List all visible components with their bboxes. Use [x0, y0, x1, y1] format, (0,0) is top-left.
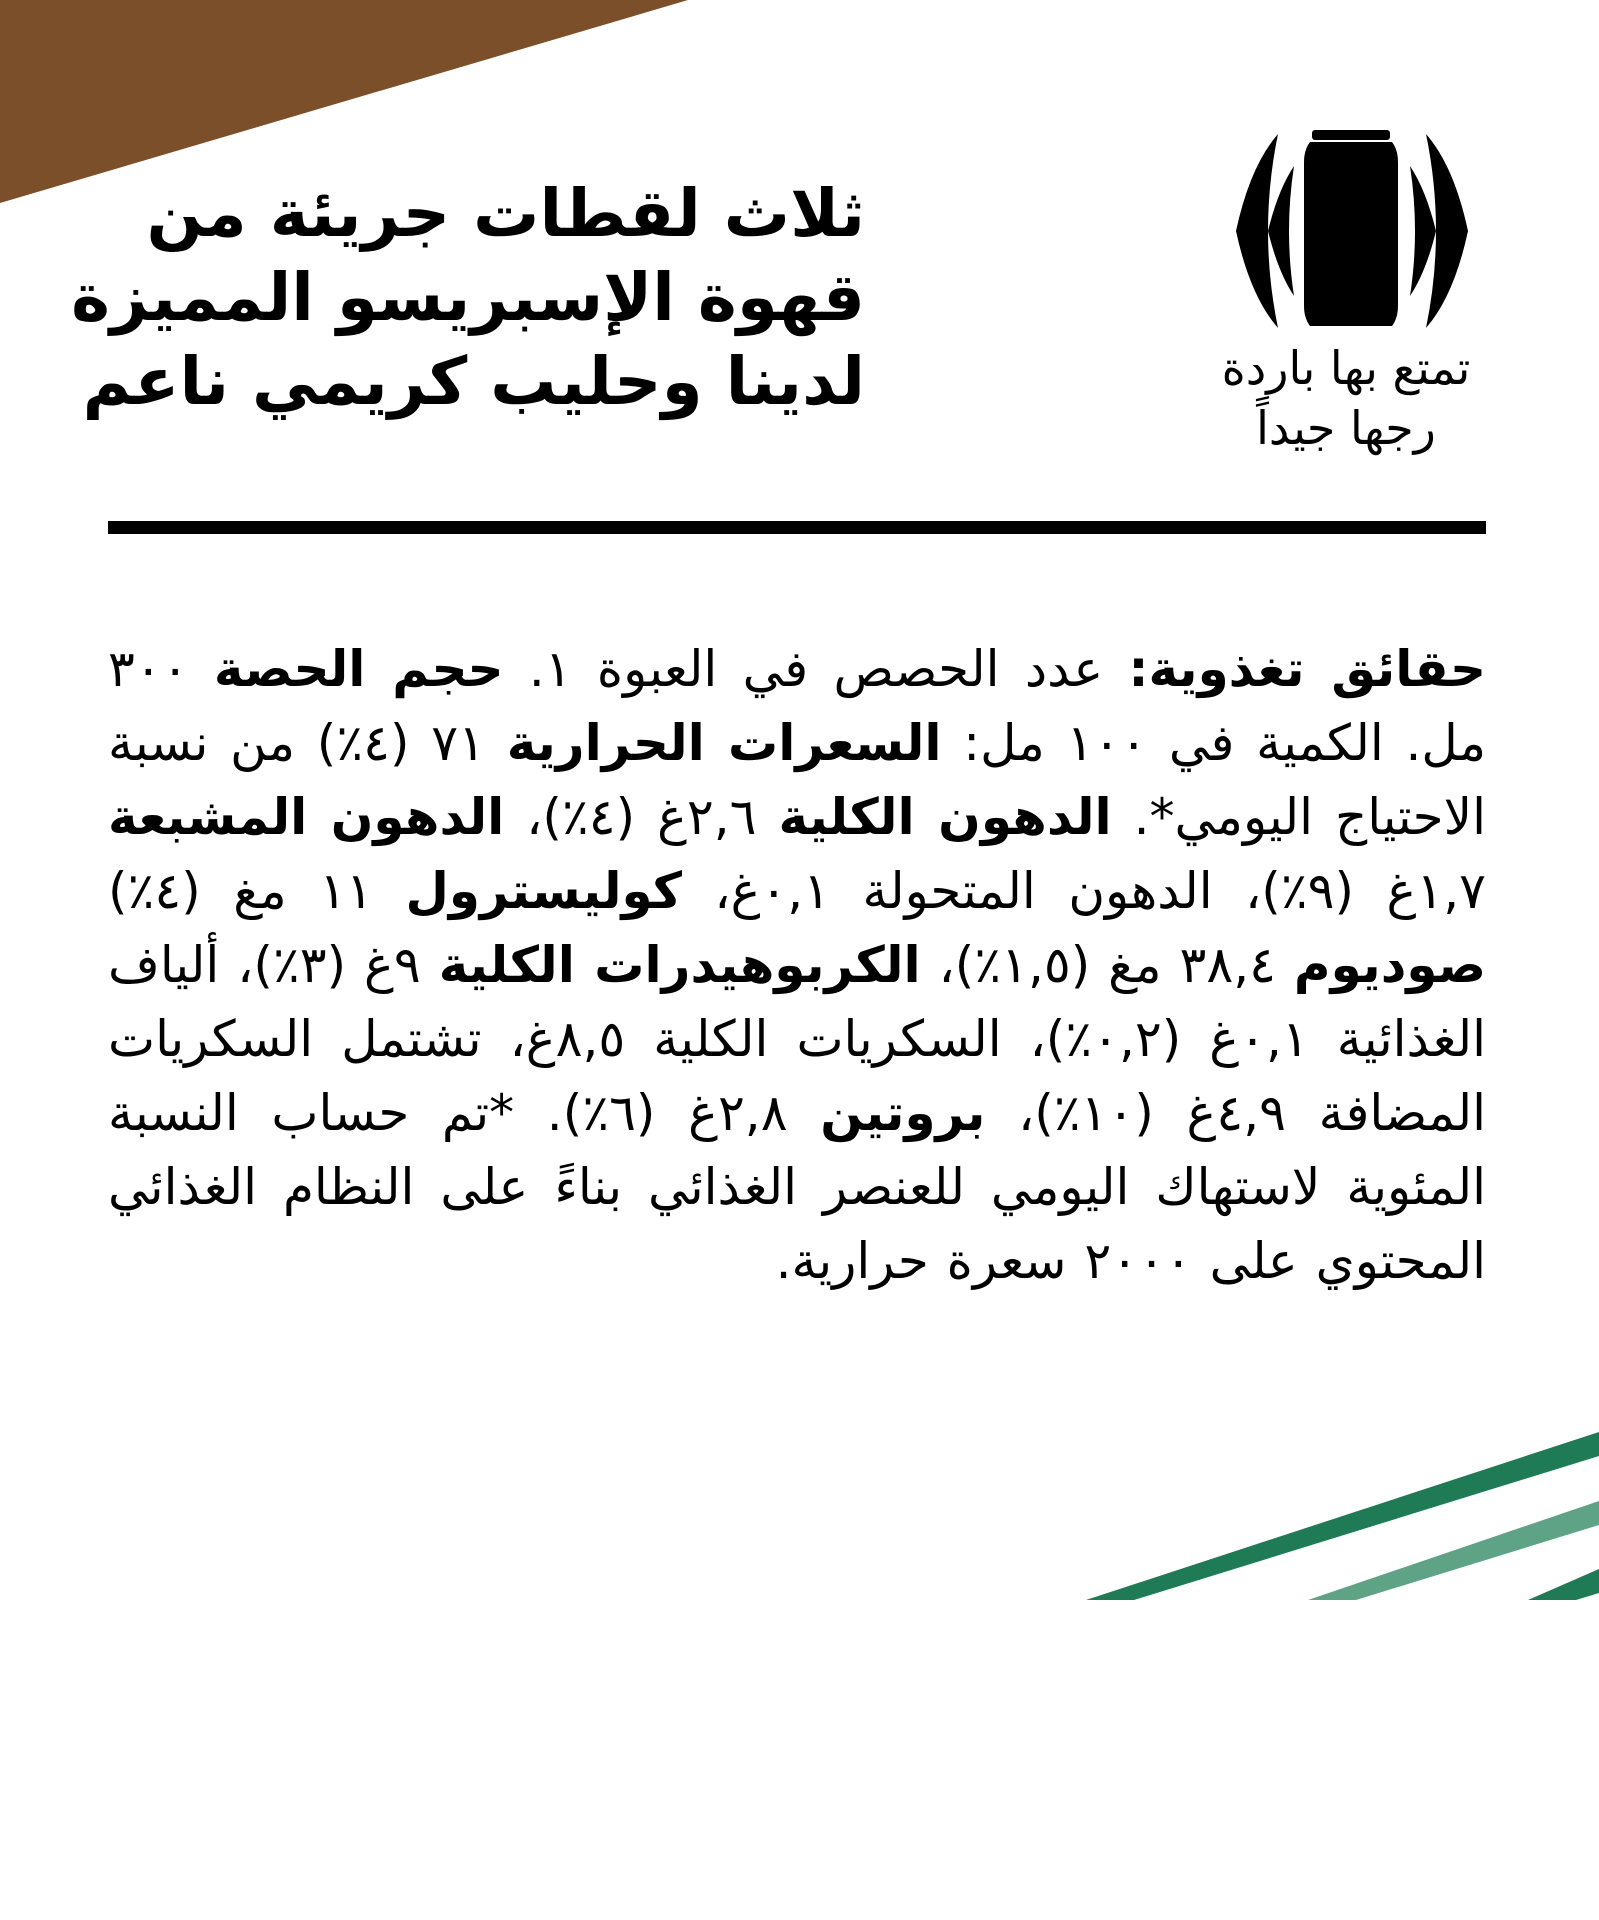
headline-line-2: قهوة الإسبريسو المميزة — [71, 259, 865, 336]
green-stripe-top — [1086, 1432, 1599, 1600]
cholesterol-label: كوليسترول — [405, 862, 682, 920]
saturated-fat-text: ١,٧غ (٩٪)، الدهون المتحولة ٠,١غ، — [681, 862, 1486, 920]
shake-well-line: رجها جيداً — [1256, 401, 1436, 455]
nutrition-facts-label: حقائق تغذوية: — [1128, 640, 1486, 698]
carbohydrates-label: الكربوهيدرات الكلية — [438, 936, 921, 994]
shaking-can-icon — [1228, 128, 1476, 334]
serving-size-label: حجم الحصة — [213, 640, 504, 698]
sodium-label: صوديوم — [1293, 936, 1487, 994]
headline-line-1: ثلاث لقطات جريئة من — [146, 175, 865, 252]
product-headline — [71, 172, 865, 424]
total-fat-text: ٢,٦غ (٤٪)، — [504, 788, 779, 846]
servings-text: عدد الحصص في العبوة ١. — [503, 640, 1129, 698]
headline-line-3: لدينا وحليب كريمي ناعم — [82, 343, 865, 420]
divider-rule — [108, 521, 1486, 534]
protein-text: ٢,٨غ (٦٪). *تم حساب النسبة المئوية لاستهاك اليومي للعنصر الغذائي بناءً على النظام الغذائي المحتوي على ٢٠٠٠ سعرة حرارية. — [108, 1084, 1486, 1290]
protein-label: بروتين — [820, 1084, 986, 1142]
saturated-fat-label: الدهون المشبعة — [108, 788, 505, 846]
sodium-text: ٣٨,٤ مغ (١,٥٪)، — [920, 936, 1294, 994]
calories-label: السعرات الحرارية — [506, 714, 942, 772]
nutrition-facts-paragraph — [108, 632, 1486, 1298]
calories-text: ٧١ (٤٪) من نسبة الاحتياج اليومي*. — [108, 714, 1486, 846]
total-fat-label: الدهون الكلية — [778, 788, 1112, 846]
carbohydrates-text: ٩غ (٣٪)، ألياف الغذائية ٠,١غ (٠,٢٪)، السكريات الكلية ٨,٥غ، تشتمل السكريات المضافة ٤,٩غ (١٠٪)، — [108, 936, 1486, 1142]
green-stripe-bottom — [1528, 1569, 1599, 1600]
serving-size-text: ٣٠٠ مل. الكمية في ١٠٠ مل: — [108, 640, 1486, 772]
serve-cold-line: تمتع بها باردة — [1221, 341, 1471, 395]
cholesterol-text: ١١ مغ (٤٪) — [108, 862, 406, 920]
serve-cold-caption — [1196, 338, 1496, 458]
